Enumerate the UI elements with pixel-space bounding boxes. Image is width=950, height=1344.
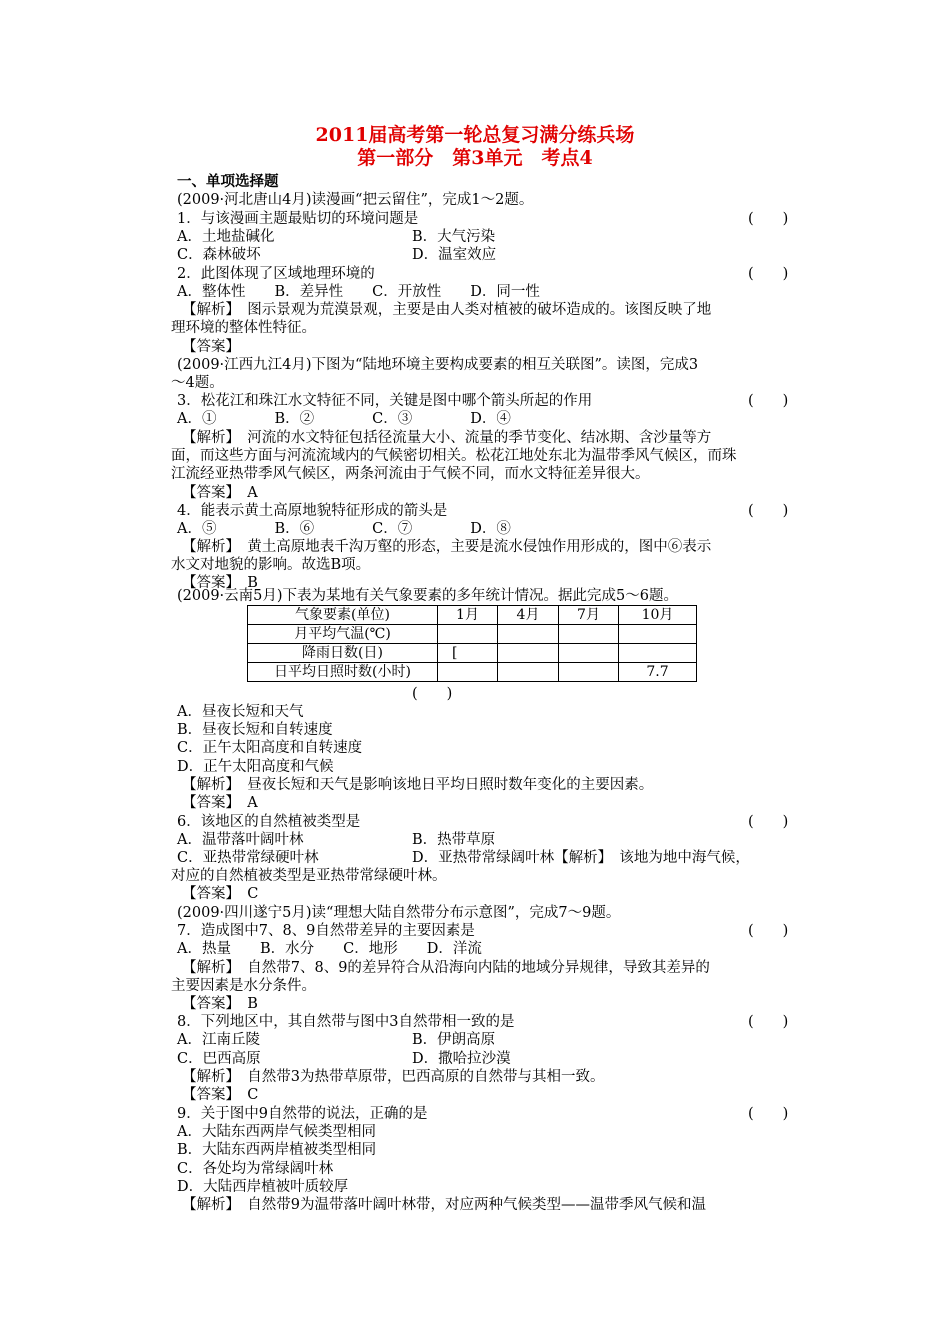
table-cell	[438, 663, 498, 682]
analysis-7-line1: 【解析】 自然带7、8、9的差异符合从沿海向内陆的地域分异规律，导致其差异的	[182, 960, 710, 976]
analysis-6-line2: 对应的自然植被类型是亚热带常绿硬叶林。	[171, 868, 447, 884]
q6-option-d-and-analysis: D．亚热带常绿阔叶林【解析】 该地为地中海气候，	[412, 850, 750, 866]
answer-blank-9: ( )	[748, 1106, 789, 1122]
analysis-4-line2: 水文对地貌的影响。故选B项。	[171, 557, 371, 573]
question-1: 1．与该漫画主题最贴切的环境问题是	[177, 211, 419, 227]
analysis-7-line2: 主要因素是水分条件。	[171, 978, 316, 994]
q2-options: A．整体性 B．差异性 C．开放性 D．同一性	[177, 284, 540, 300]
intro-q7-9: (2009·四川遂宁5月)读“理想大陆自然带分布示意图”，完成7～9题。	[177, 905, 621, 921]
answer-4: 【答案】 B	[182, 575, 258, 591]
answer-blank-2: ( )	[748, 266, 789, 282]
analysis-5: 【解析】 昼夜长短和天气是影响该地日平均日照时数年变化的主要因素。	[182, 777, 654, 793]
q3-options: A．① B．② C．③ D．④	[177, 411, 511, 427]
q5-option-a: A．昼夜长短和天气	[177, 704, 304, 720]
q8-option-c: C．巴西高原	[177, 1051, 261, 1067]
table-cell: 月平均气温(℃)	[248, 625, 438, 644]
table-header: 1月	[438, 606, 498, 625]
answer-8: 【答案】 C	[182, 1087, 259, 1103]
answer-7: 【答案】 B	[182, 996, 258, 1012]
question-7: 7．造成图中7、8、9自然带差异的主要因素是	[177, 923, 475, 939]
answer-blank-4: ( )	[748, 503, 789, 519]
table-cell	[438, 625, 498, 644]
table-cell	[498, 625, 559, 644]
table-header: 气象要素(单位)	[248, 606, 438, 625]
table-cell: 7.7	[619, 663, 697, 682]
q5-option-c: C．正午太阳高度和自转速度	[177, 740, 363, 756]
answer-blank-3: ( )	[748, 393, 789, 409]
analysis-9: 【解析】 自然带9为温带落叶阔叶林带，对应两种气候类型——温带季风气候和温	[182, 1197, 706, 1213]
document-title: 2011届高考第一轮总复习满分练兵场	[315, 124, 635, 146]
q7-options: A．热量 B．水分 C．地形 D．洋流	[177, 941, 482, 957]
analysis-4-line1: 【解析】 黄土高原地表千沟万壑的形态，主要是流水侵蚀作用形成的，图中⑥表示	[182, 539, 712, 555]
table-cell: [	[438, 644, 498, 663]
analysis-1-2-line2: 理环境的整体性特征。	[171, 320, 316, 336]
q8-option-b: B．伊朗高原	[412, 1032, 496, 1048]
analysis-3-line3: 江流经亚热带季风气候区，两条河流由于气候不同，而水文特征差异很大。	[171, 466, 650, 482]
table-cell	[559, 625, 619, 644]
answer-3: 【答案】 A	[182, 485, 258, 501]
analysis-1-2-line1: 【解析】 图示景观为荒漠景观，主要是由人类对植被的破坏造成的。该图反映了地	[182, 302, 712, 318]
question-2: 2．此图体现了区域地理环境的	[177, 266, 375, 282]
table-row	[248, 644, 697, 663]
intro-q1-2: (2009·河北唐山4月)读漫画“把云留住”，完成1～2题。	[177, 192, 534, 208]
q6-option-c: C．亚热带常绿硬叶林	[177, 850, 319, 866]
q6-option-a: A．温带落叶阔叶林	[177, 832, 304, 848]
q5-option-b: B．昼夜长短和自转速度	[177, 722, 333, 738]
q4-options: A．⑤ B．⑥ C．⑦ D．⑧	[177, 521, 511, 537]
weather-table	[247, 605, 697, 682]
intro-q5-6: (2009·云南5月)下表为某地有关气象要素的多年统计情况。据此完成5～6题。	[177, 588, 678, 604]
question-3: 3．松花江和珠江水文特征不同，关键是图中哪个箭头所起的作用	[177, 393, 593, 409]
q8-option-a: A．江南丘陵	[177, 1032, 260, 1048]
answer-6: 【答案】 C	[182, 886, 259, 902]
table-header: 10月	[619, 606, 697, 625]
table-cell	[619, 644, 697, 663]
table-header-row	[248, 606, 697, 625]
q9-option-a: A．大陆东西两岸气候类型相同	[177, 1124, 376, 1140]
table-cell	[559, 644, 619, 663]
table-cell	[559, 663, 619, 682]
answer-blank-5: ( )	[412, 686, 453, 702]
q6-option-b: B．热带草原	[412, 832, 496, 848]
q5-option-d: D．正午太阳高度和气候	[177, 759, 334, 775]
q9-option-d: D．大陆西岸植被叶质较厚	[177, 1179, 349, 1195]
q9-option-c: C．各处均为常绿阔叶林	[177, 1161, 334, 1177]
intro-q3-4-line1: (2009·江西九江4月)下图为“陆地环境主要构成要素的相互关联图”。读图，完成3	[177, 357, 699, 373]
analysis-8: 【解析】 自然带3为热带草原带，巴西高原的自然带与其相一致。	[182, 1069, 605, 1085]
answer-blank-6: ( )	[748, 814, 789, 830]
intro-q3-4-line2: ～4题。	[171, 375, 224, 391]
table-cell	[498, 663, 559, 682]
table-cell: 日平均日照时数(小时)	[248, 663, 438, 682]
analysis-3-line2: 面，而这些方面与河流流域内的气候密切相关。松花江地处东北为温带季风气候区，而珠	[171, 448, 737, 464]
q8-option-d: D．撒哈拉沙漠	[412, 1051, 511, 1067]
question-6: 6．该地区的自然植被类型是	[177, 814, 361, 830]
section-heading: 一、单项选择题	[177, 173, 279, 190]
answer-blank-1: ( )	[748, 211, 789, 227]
analysis-3-line1: 【解析】 河流的水文特征包括径流量大小、流量的季节变化、结冰期、含沙量等方	[182, 430, 712, 446]
table-header: 7月	[559, 606, 619, 625]
answer-blank-7: ( )	[748, 923, 789, 939]
question-9: 9．关于图中9自然带的说法，正确的是	[177, 1106, 428, 1122]
question-4: 4．能表示黄土高原地貌特征形成的箭头是	[177, 503, 448, 519]
table-row	[248, 625, 697, 644]
table-row	[248, 663, 697, 682]
table-cell	[498, 644, 559, 663]
q1-option-d: D．温室效应	[412, 247, 497, 263]
q1-option-b: B．大气污染	[412, 229, 496, 245]
q9-option-b: B．大陆东西两岸植被类型相同	[177, 1142, 377, 1158]
answer-1-2: 【答案】	[182, 339, 240, 355]
table-header: 4月	[498, 606, 559, 625]
answer-blank-8: ( )	[748, 1014, 789, 1030]
q1-option-c: C．森林破坏	[177, 247, 261, 263]
answer-5: 【答案】 A	[182, 795, 258, 811]
q1-option-a: A．土地盐碱化	[177, 229, 275, 245]
table-cell	[619, 625, 697, 644]
table-cell: 降雨日数(日)	[248, 644, 438, 663]
question-8: 8．下列地区中，其自然带与图中3自然带相一致的是	[177, 1014, 515, 1030]
document-subtitle: 第一部分 第3单元 考点4	[357, 147, 593, 169]
